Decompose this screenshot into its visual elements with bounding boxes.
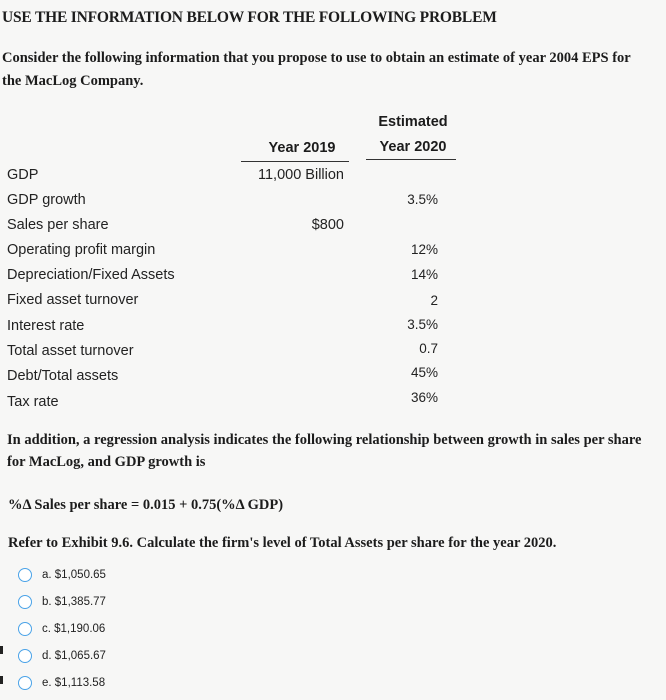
radio-button-icon[interactable] (18, 568, 32, 582)
intro-paragraph: Consider the following information that you propose to use to obtain an estimate of year 2004 EPS for the MacLog Company. (2, 50, 631, 89)
row-label-depreciation-fixed-assets: Depreciation/Fixed Assets (7, 267, 175, 283)
radio-button-icon[interactable] (18, 595, 32, 609)
row-label-total-asset-turnover: Total asset turnover (7, 343, 134, 359)
value-2020-tax-rate: 36% (410, 390, 438, 405)
value-2020-interest-rate: 3.5% (407, 317, 438, 332)
value-2020-total-asset-turnover: 0.7 (419, 341, 438, 356)
row-label-fixed-asset-turnover: Fixed asset turnover (7, 292, 139, 308)
row-label-interest-rate: Interest rate (7, 318, 85, 334)
header-underline (366, 159, 456, 160)
option-label: c. $1,190.06 (42, 623, 106, 635)
radio-button-icon[interactable] (18, 649, 32, 663)
value-2020-operating-profit-margin: 12% (410, 242, 438, 257)
option-label: e. $1,113.58 (42, 677, 106, 689)
radio-button-icon[interactable] (18, 622, 32, 636)
value-2019-gdp: 11,000 Billion (258, 167, 344, 183)
page-edge-mark (0, 646, 3, 654)
option-label: a. $1,050.65 (42, 569, 106, 581)
row-label-gdp: GDP (7, 167, 39, 183)
row-label-gdp-growth: GDP growth (7, 192, 86, 208)
col-header-estimated: Estimated (378, 114, 448, 130)
header-underline (241, 161, 349, 162)
row-label-tax-rate: Tax rate (7, 394, 59, 410)
answer-option-c[interactable] (18, 619, 105, 639)
value-2020-gdp-growth: 3.5% (407, 192, 438, 207)
value-2019-sales-per-share: $800 (311, 217, 344, 233)
col-header-year-2019: Year 2019 (268, 140, 336, 156)
row-label-sales-per-share: Sales per share (7, 217, 109, 233)
value-2020-debt-total-assets: 45% (410, 365, 438, 380)
answer-option-e[interactable] (18, 673, 105, 693)
value-2020-fixed-asset-turnover: 2 (430, 293, 438, 308)
answer-option-d[interactable] (18, 646, 106, 666)
radio-button-icon[interactable] (18, 676, 32, 690)
row-label-operating-profit-margin: Operating profit margin (7, 242, 156, 258)
regression-formula: %Δ Sales per share = 0.015 + 0.75(%Δ GDP) (8, 497, 284, 513)
row-label-debt-total-assets: Debt/Total assets (7, 368, 119, 384)
option-label: d. $1,065.67 (42, 650, 106, 662)
regression-paragraph: In addition, a regression analysis indicates the following relationship between growth in sales per share for MacLog, and GDP growth is (7, 432, 642, 470)
answer-option-a[interactable] (18, 565, 106, 585)
question-text: Refer to Exhibit 9.6. Calculate the firm's level of Total Assets per share for the year 2020. (8, 535, 557, 551)
section-header: USE THE INFORMATION BELOW FOR THE FOLLOWING PROBLEM (2, 9, 497, 26)
col-header-year-2020: Year 2020 (379, 139, 447, 155)
page-edge-mark (0, 676, 3, 684)
answer-option-b[interactable] (18, 592, 106, 612)
option-label: b. $1,385.77 (42, 596, 106, 608)
value-2020-depreciation-fixed-assets: 14% (410, 267, 438, 282)
